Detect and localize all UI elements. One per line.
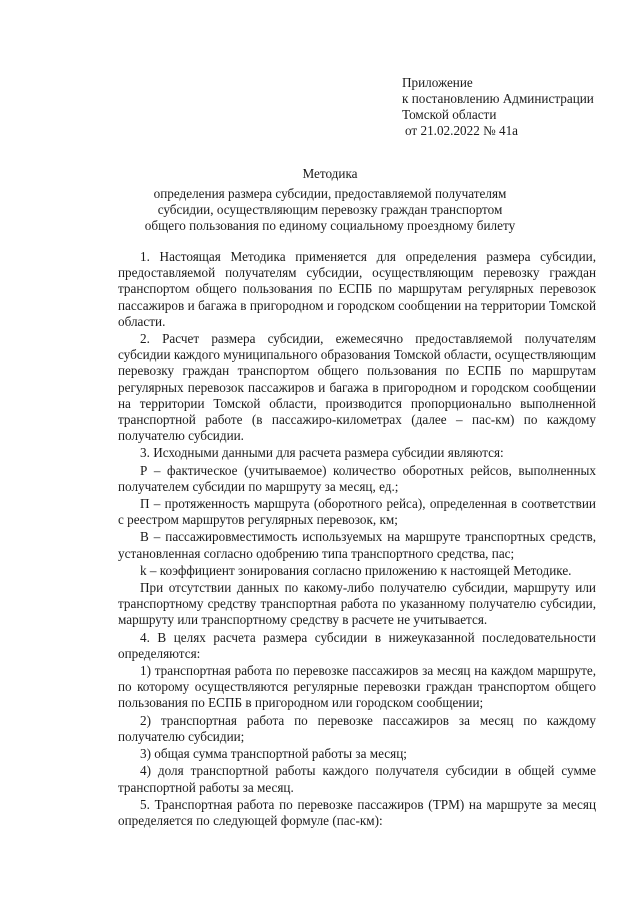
paragraph-14: 5. Транспортная работа по перевозке пассажиров (ТРМ) на маршруте за месяц определяется по следующей формуле (пас-км): [118,796,596,828]
paragraph-5: П – протяженность маршрута (оборотного рейса), определенная в соответствии с реестром маршрутов регулярных перевозок, км; [118,496,596,528]
paragraph-6: В – пассажировместимость используемых на маршруте транспортных средств, установленная согласно одобрению типа транспортного средства, пас; [118,529,596,561]
paragraph-1: 1. Настоящая Методика применяется для определения размера субсидии, предоставляемой получателям субсидии, осуществляющим перевозку граждан транспортом общего пользования по ЕСПБ по маршрутам регулярных перевозок пассажиров и багажа в пригородном и городском сообщении на территории Томской области. [118,249,596,329]
document-heading [100,166,560,234]
paragraph-7: k – коэффициент зонирования согласно приложению к настоящей Методике. [140,562,572,578]
heading-line-2: субсидии, осуществляющим перевозку граждан транспортом [157,202,503,217]
paragraph-11: 2) транспортная работа по перевозке пассажиров за месяц по каждому получателю субсидии; [118,712,596,744]
paragraph-2: 2. Расчет размера субсидии, ежемесячно предоставляемой получателям субсидии каждого муниципального образования Томской области, осуществляющим перевозку граждан транспортом общего пользования по ЕСПБ по маршрутам регулярных перевозок пассажиров и багажа в пригородном и городском сообщении на территории Томской области, производится пропорционально выполненной транспортной работе (в пассажиро-километрах (далее – пас-км) по каждому получателю субсидии. [118,331,596,444]
document-body [118,249,596,829]
paragraph-12: 3) общая сумма транспортной работы за месяц; [140,746,407,762]
appendix-line-4: от 21.02.2022 № 41а [405,123,519,138]
paragraph-10: 1) транспортная работа по перевозке пассажиров за месяц на каждом маршруте, по которому осуществляются регулярные перевозки граждан транспортом общего пользования по ЕСПБ в пригородном или городском сообщении; [118,663,596,711]
appendix-line-3: Томской области [402,107,497,122]
appendix-line-1: Приложение [402,75,473,90]
paragraph-9: 4. В целях расчета размера субсидии в нижеуказанной последовательности определяются: [118,629,596,661]
heading-line-1: определения размера субсидии, предоставляемой получателям [153,186,507,201]
heading-line-3: общего пользования по единому социальному проездному билету [144,218,516,233]
heading-title: Методика [302,166,358,181]
appendix-line-2: к постановлению Администрации [402,91,594,106]
paragraph-13: 4) доля транспортной работы каждого получателя субсидии в общей сумме транспортной работы за месяц. [118,763,596,795]
paragraph-3: 3. Исходными данными для расчета размера субсидии являются: [140,445,504,461]
appendix-block [402,75,594,139]
paragraph-8: При отсутствии данных по какому-либо получателю субсидии, маршруту или транспортному средству транспортная работа по указанному получателю субсидии, маршруту или транспортному средству в расчете не учитывается. [118,580,596,628]
paragraph-4: Р – фактическое (учитываемое) количество оборотных рейсов, выполненных получателем субсидии по маршруту за месяц, ед.; [118,462,596,494]
